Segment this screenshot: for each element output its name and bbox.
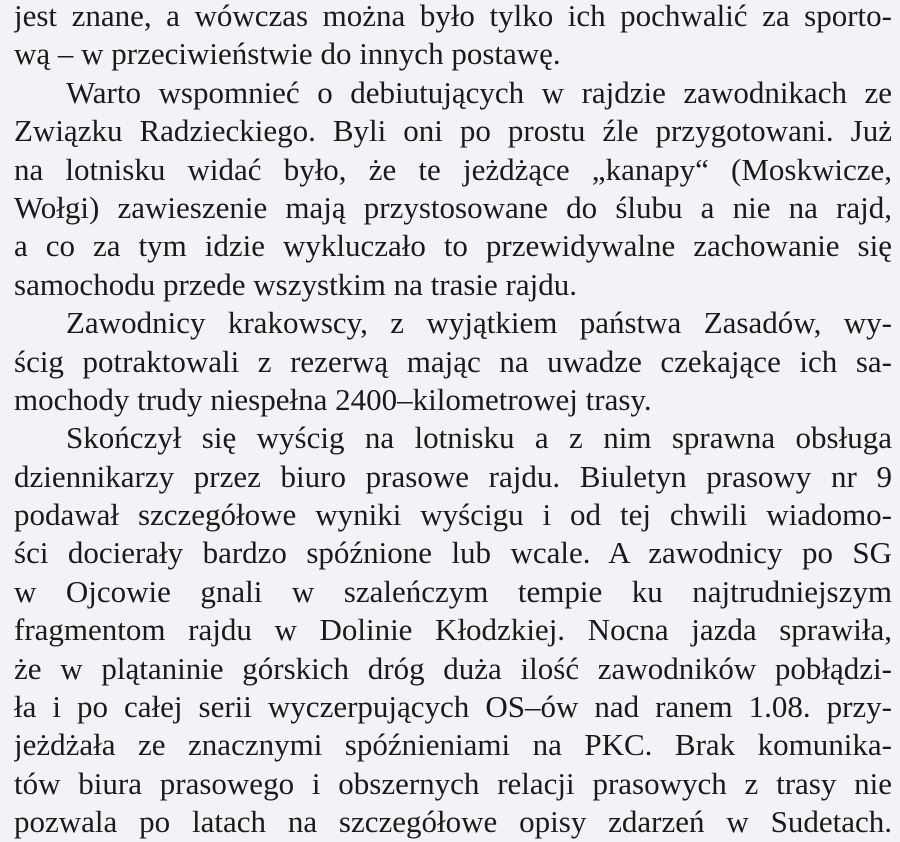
text-line: ści docierały bardzo spóźnione lub wcale. A zawodnicy po SG	[14, 535, 892, 571]
text-line: a co za tym idzie wykluczało to przewidywalne zachowanie się	[14, 228, 892, 264]
text-line: Związku Radzieckiego. Byli oni po prostu źle przygotowani. Już	[14, 113, 892, 149]
text-line: Wołgi) zawieszenie mają przystosowane do ślubu a nie na rajd,	[14, 189, 892, 225]
text-line: pozwala po latach na szczegółowe opisy zdarzeń w Sudetach.	[14, 804, 892, 840]
text-line: jeżdżała ze znacznymi spóźnieniami na PKC. Brak komunika-	[14, 727, 892, 763]
text-line: tów biura prasowego i obszernych relacji prasowych z trasy nie	[14, 765, 892, 801]
text-line: ła i po całej serii wyczerpujących OS–ów nad ranem 1.08. przy-	[14, 689, 892, 725]
text-line: podawał szczegółowe wyniki wyścigu i od tej chwili wiadomo-	[14, 497, 892, 533]
text-line: Skończył się wyścig na lotnisku a z nim sprawna obsługa	[66, 420, 892, 456]
text-line: Zawodnicy krakowscy, z wyjątkiem państwa Zasadów, wy-	[66, 305, 892, 341]
text-line: wą – w przeciwieństwie do innych postawę.	[14, 36, 561, 72]
text-line: ścig potraktowali z rezerwą mając na uwadze czekające ich sa-	[14, 343, 892, 379]
text-line: samochodu przede wszystkim na trasie rajdu.	[14, 266, 577, 302]
text-line: mochody trudy niespełna 2400–kilometrowej trasy.	[14, 381, 652, 417]
text-line: dziennikarzy przez biuro prasowe rajdu. Biuletyn prasowy nr 9	[14, 458, 892, 494]
text-line: na lotnisku widać było, że te jeżdżące „kanapy“ (Moskwicze,	[14, 151, 892, 187]
text-line: jest znane, a wówczas można było tylko ich pochwalić za sporto-	[14, 0, 892, 33]
text-line: fragmentom rajdu w Dolinie Kłodzkiej. Nocna jazda sprawiła,	[14, 612, 892, 648]
text-line: w Ojcowie gnali w szaleńczym tempie ku najtrudniejszym	[14, 573, 892, 609]
text-line: Warto wspomnieć o debiutujących w rajdzie zawodnikach ze	[66, 74, 892, 110]
text-line: że w plątaninie górskich dróg duża ilość zawodników pobłądzi-	[14, 650, 892, 686]
